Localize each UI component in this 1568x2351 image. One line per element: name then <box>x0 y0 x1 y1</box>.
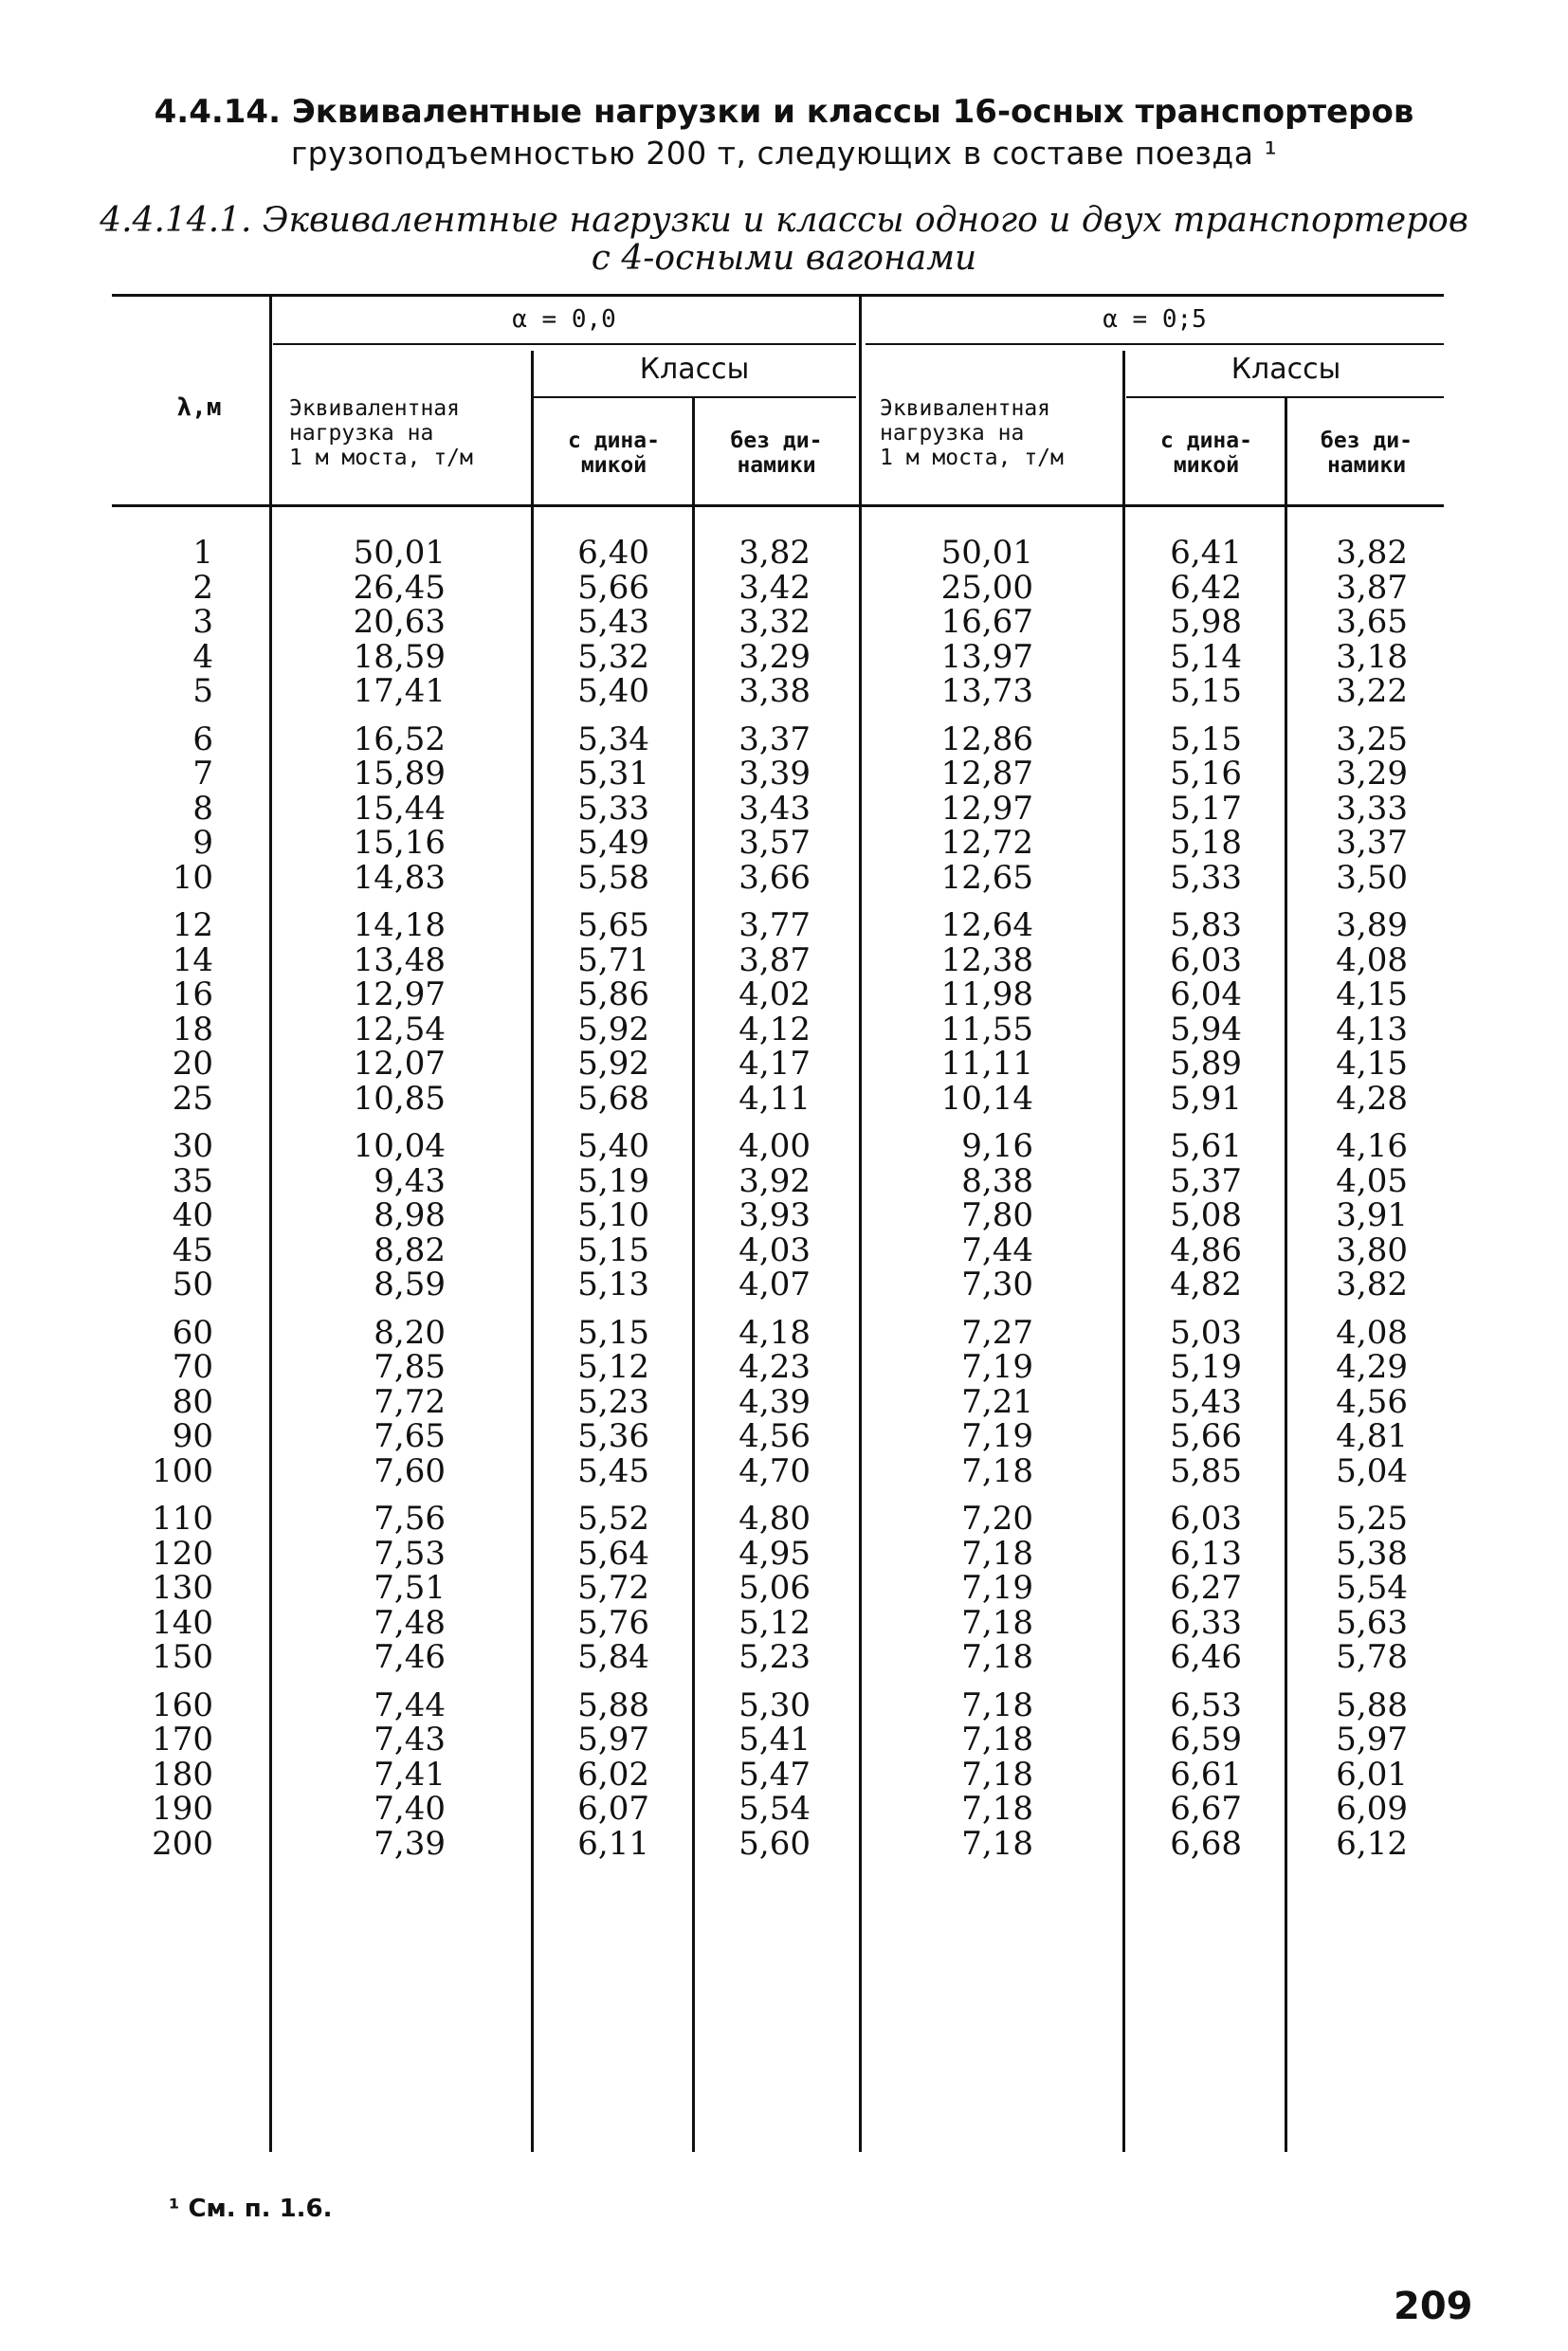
table-cell: 6,13 <box>1170 1534 1242 1573</box>
table-cell: 5,52 <box>577 1500 649 1538</box>
table-cell: 7,53 <box>374 1534 446 1573</box>
table-cell: 6,41 <box>1170 534 1242 572</box>
table-cell: 7,21 <box>961 1382 1033 1421</box>
table-cell: 5,08 <box>1170 1196 1242 1234</box>
table-cell: 7,44 <box>961 1230 1033 1269</box>
table-cell: 4,29 <box>1336 1348 1408 1386</box>
table-cell: 25,00 <box>940 568 1033 607</box>
table-cell: 4,15 <box>1336 975 1408 1013</box>
a0-without-dynamics-column <box>720 536 811 1861</box>
table-cell: 7,20 <box>961 1500 1033 1538</box>
table-cell: 5,66 <box>577 568 649 607</box>
table-cell: 3,87 <box>738 940 811 979</box>
table-cell: 6,67 <box>1170 1790 1242 1828</box>
table-cell: 6,46 <box>1170 1638 1242 1676</box>
table-cell: 25 <box>172 1079 213 1118</box>
table-cell: 5,47 <box>738 1755 811 1794</box>
table-cell: 5,33 <box>1170 858 1242 897</box>
table-cell: 15,16 <box>353 824 446 862</box>
table-cell: 3,38 <box>738 672 811 710</box>
table-cell: 12,64 <box>940 906 1033 944</box>
table-cell: 7,18 <box>961 1790 1033 1828</box>
table-cell: 6,02 <box>577 1755 649 1794</box>
a05-with-dynamics-column <box>1152 536 1242 1861</box>
table-cell: 4,12 <box>738 1010 811 1048</box>
table-cell: 5,41 <box>738 1721 811 1759</box>
table-cell: 5,54 <box>1336 1569 1408 1607</box>
table-cell: 5,10 <box>577 1196 649 1234</box>
table-cell: 5,83 <box>1170 906 1242 944</box>
table-cell: 7,19 <box>961 1417 1033 1455</box>
table-cell: 5,97 <box>1336 1721 1408 1759</box>
table-cell: 9,43 <box>374 1161 446 1200</box>
table-cell: 60 <box>172 1313 213 1352</box>
table-cell: 5,43 <box>577 603 649 641</box>
table-cell: 6,27 <box>1170 1569 1242 1607</box>
a0-with-dynamics-column <box>559 536 649 1861</box>
table-cell: 6,07 <box>577 1790 649 1828</box>
table-cell: 14 <box>172 940 213 979</box>
table-cell: 9 <box>192 824 213 862</box>
table-cell: 130 <box>152 1569 213 1607</box>
table-cell: 4,81 <box>1336 1417 1408 1455</box>
table-cell: 5,16 <box>1170 755 1242 793</box>
table-cell: 5,15 <box>1170 672 1242 710</box>
table-cell: 5,61 <box>1170 1127 1242 1165</box>
table-cell: 3 <box>192 603 213 641</box>
table-cell: 3,43 <box>738 789 811 828</box>
table-cell: 6 <box>192 720 213 758</box>
table-cell: 5,19 <box>577 1161 649 1200</box>
table-cell: 5,98 <box>1170 603 1242 641</box>
table-cell: 12,65 <box>940 858 1033 897</box>
table-cell: 5,30 <box>738 1686 811 1724</box>
a0-eq-load-column <box>313 536 446 1861</box>
table-cell: 12,87 <box>940 755 1033 793</box>
table-cell: 14,83 <box>353 858 446 897</box>
table-cell: 7,18 <box>961 1755 1033 1794</box>
table-cell: 5,03 <box>1170 1313 1242 1352</box>
table-cell: 100 <box>152 1451 213 1490</box>
table-cell: 4,28 <box>1336 1079 1408 1118</box>
table-cell: 11,11 <box>940 1045 1033 1083</box>
table-cell: 18,59 <box>353 637 446 676</box>
table-cell: 5,38 <box>1336 1534 1408 1573</box>
divider-alpha-groups <box>859 294 862 2152</box>
table-cell: 12,07 <box>353 1045 446 1083</box>
table-cell: 4,07 <box>738 1266 811 1303</box>
table-cell: 12,72 <box>940 824 1033 862</box>
table-cell: 6,04 <box>1170 975 1242 1013</box>
table-cell: 5,15 <box>1170 720 1242 758</box>
header-bottom-rule <box>112 504 1444 507</box>
table-cell: 6,59 <box>1170 1721 1242 1759</box>
table-cell: 3,80 <box>1336 1230 1408 1269</box>
table-cell: 6,11 <box>577 1824 649 1863</box>
section-title-continued: грузоподъемностью 200 т, следующих в составе поезда ¹ <box>290 135 1278 172</box>
table-cell: 6,03 <box>1170 940 1242 979</box>
table-cell: 4,23 <box>738 1348 811 1386</box>
table-cell: 3,87 <box>1336 568 1408 607</box>
table-cell: 5,12 <box>738 1603 811 1642</box>
table-cell: 7,48 <box>374 1603 446 1642</box>
table-cell: 120 <box>152 1534 213 1573</box>
table-cell: 5,92 <box>577 1045 649 1083</box>
table-cell: 11,98 <box>940 975 1033 1013</box>
table-cell: 5,23 <box>738 1638 811 1676</box>
table-cell: 5,71 <box>577 940 649 979</box>
table-cell: 5,04 <box>1336 1451 1408 1490</box>
alpha-underline-left <box>273 343 856 345</box>
table-cell: 6,61 <box>1170 1755 1242 1794</box>
table-cell: 3,65 <box>1336 603 1408 641</box>
table-cell: 5,49 <box>577 824 649 862</box>
table-cell: 7,60 <box>374 1451 446 1490</box>
table-cell: 5,43 <box>1170 1382 1242 1421</box>
table-cell: 13,73 <box>940 672 1033 710</box>
table-cell: 3,93 <box>738 1196 811 1234</box>
table-cell: 16,52 <box>353 720 446 758</box>
table-cell: 7 <box>192 755 213 793</box>
table-cell: 4,16 <box>1336 1127 1408 1165</box>
table-cell: 5,17 <box>1170 789 1242 828</box>
table-cell: 6,01 <box>1336 1755 1408 1794</box>
table-cell: 4,08 <box>1336 940 1408 979</box>
table-cell: 3,37 <box>1336 824 1408 862</box>
table-cell: 3,82 <box>1336 534 1408 572</box>
table-cell: 1 <box>192 534 213 572</box>
table-cell: 26,45 <box>353 568 446 607</box>
table-cell: 9,16 <box>961 1127 1033 1165</box>
table-cell: 12,86 <box>940 720 1033 758</box>
divider-a0-load <box>531 351 534 2152</box>
table-cell: 5,63 <box>1336 1603 1408 1642</box>
table-cell: 14,18 <box>353 906 446 944</box>
table-cell: 5,18 <box>1170 824 1242 862</box>
table-cell: 5,84 <box>577 1638 649 1676</box>
table-cell: 4,13 <box>1336 1010 1408 1048</box>
table-cell: 17,41 <box>353 672 446 710</box>
table-cell: 5,37 <box>1170 1161 1242 1200</box>
table-cell: 7,39 <box>374 1824 446 1863</box>
table-cell: 5,14 <box>1170 637 1242 676</box>
table-cell: 140 <box>152 1603 213 1642</box>
table-cell: 5,94 <box>1170 1010 1242 1048</box>
lambda-column <box>123 536 213 1861</box>
eq-load-header-a0: Эквивалентная нагрузка на 1 м моста, т/м <box>289 396 473 470</box>
table-cell: 7,18 <box>961 1534 1033 1573</box>
table-cell: 5,34 <box>577 720 649 758</box>
table-cell: 13,48 <box>353 940 446 979</box>
table-cell: 7,41 <box>374 1755 446 1794</box>
table-cell: 3,82 <box>738 534 811 572</box>
table-cell: 6,68 <box>1170 1824 1242 1863</box>
alpha-0-header: α = 0,0 <box>512 305 616 334</box>
table-cell: 5,45 <box>577 1451 649 1490</box>
table-caption: 4.4.14.1. Эквивалентные нагрузки и классы одного и двух транспортеров <box>100 201 1468 240</box>
table-cell: 15,44 <box>353 789 446 828</box>
with-dynamics-header-a0: с дина- микой <box>568 428 660 478</box>
table-cell: 6,03 <box>1170 1500 1242 1538</box>
table-cell: 6,12 <box>1336 1824 1408 1863</box>
table-cell: 4,02 <box>738 975 811 1013</box>
footnote: ¹ См. п. 1.6. <box>169 2195 333 2223</box>
table-cell: 3,91 <box>1336 1196 1408 1234</box>
table-caption-continued: с 4-осными вагонами <box>591 239 977 278</box>
table-cell: 7,18 <box>961 1824 1033 1863</box>
table-cell: 5,15 <box>577 1230 649 1269</box>
table-cell: 7,18 <box>961 1451 1033 1490</box>
table-cell: 160 <box>152 1686 213 1724</box>
table-cell: 200 <box>152 1824 213 1863</box>
without-dynamics-header-a0: без ди- намики <box>730 428 823 478</box>
table-cell: 3,22 <box>1336 672 1408 710</box>
table-cell: 7,18 <box>961 1638 1033 1676</box>
table-cell: 5,54 <box>738 1790 811 1828</box>
table-cell: 4,08 <box>1336 1313 1408 1352</box>
table-cell: 4,03 <box>738 1230 811 1269</box>
table-cell: 7,18 <box>961 1686 1033 1724</box>
table-cell: 4,95 <box>738 1534 811 1573</box>
table-cell: 5,12 <box>577 1348 649 1386</box>
with-dynamics-header-a05: с дина- микой <box>1160 428 1252 478</box>
table-cell: 7,72 <box>374 1382 446 1421</box>
table-cell: 4,05 <box>1336 1161 1408 1200</box>
table-cell: 3,39 <box>738 755 811 793</box>
table-cell: 5,68 <box>577 1079 649 1118</box>
table-cell: 35 <box>172 1161 213 1200</box>
divider-a0-classes <box>692 398 695 2152</box>
divider-a05-classes <box>1285 398 1287 2152</box>
table-cell: 7,40 <box>374 1790 446 1828</box>
table-cell: 6,33 <box>1170 1603 1242 1642</box>
table-cell: 150 <box>152 1638 213 1676</box>
table-cell: 6,42 <box>1170 568 1242 607</box>
a05-eq-load-column <box>901 536 1033 1861</box>
table-cell: 3,32 <box>738 603 811 641</box>
table-cell: 12,97 <box>940 789 1033 828</box>
table-cell: 8,98 <box>374 1196 446 1234</box>
table-cell: 45 <box>172 1230 213 1269</box>
table-cell: 7,19 <box>961 1569 1033 1607</box>
table-cell: 3,33 <box>1336 789 1408 828</box>
table-cell: 5,58 <box>577 858 649 897</box>
table-cell: 4,82 <box>1170 1266 1242 1303</box>
table-cell: 110 <box>152 1500 213 1538</box>
table-cell: 5,76 <box>577 1603 649 1642</box>
table-cell: 40 <box>172 1196 213 1234</box>
table-cell: 4,56 <box>1336 1382 1408 1421</box>
table-cell: 8 <box>192 789 213 828</box>
lambda-header: λ,м <box>176 393 222 422</box>
table-cell: 3,29 <box>738 637 811 676</box>
page-number: 209 <box>1394 2285 1473 2328</box>
table-cell: 3,92 <box>738 1161 811 1200</box>
table-cell: 5,85 <box>1170 1451 1242 1490</box>
table-cell: 5,33 <box>577 789 649 828</box>
table-cell: 4,70 <box>738 1451 811 1490</box>
table-cell: 5,86 <box>577 975 649 1013</box>
table-cell: 80 <box>172 1382 213 1421</box>
table-cell: 12,97 <box>353 975 446 1013</box>
table-cell: 7,27 <box>961 1313 1033 1352</box>
table-cell: 4,00 <box>738 1127 811 1165</box>
table-cell: 4,86 <box>1170 1230 1242 1269</box>
table-cell: 3,89 <box>1336 906 1408 944</box>
table-cell: 5,19 <box>1170 1348 1242 1386</box>
table-cell: 7,85 <box>374 1348 446 1386</box>
table-cell: 5,97 <box>577 1721 649 1759</box>
table-cell: 50,01 <box>353 534 446 572</box>
table-cell: 5,40 <box>577 672 649 710</box>
table-cell: 5,25 <box>1336 1500 1408 1538</box>
table-cell: 10,14 <box>940 1079 1033 1118</box>
table-cell: 50,01 <box>940 534 1033 572</box>
table-cell: 5,88 <box>1336 1686 1408 1724</box>
without-dynamics-header-a05: без ди- намики <box>1321 428 1413 478</box>
table-cell: 3,66 <box>738 858 811 897</box>
table-cell: 3,37 <box>738 720 811 758</box>
table-cell: 70 <box>172 1348 213 1386</box>
table-cell: 7,56 <box>374 1500 446 1538</box>
table-cell: 4,17 <box>738 1045 811 1083</box>
table-cell: 5 <box>192 672 213 710</box>
table-cell: 7,43 <box>374 1721 446 1759</box>
table-cell: 4,11 <box>738 1079 811 1118</box>
table-cell: 7,30 <box>961 1266 1033 1303</box>
table-cell: 3,42 <box>738 568 811 607</box>
table-cell: 15,89 <box>353 755 446 793</box>
table-cell: 3,50 <box>1336 858 1408 897</box>
divider-lambda <box>269 294 272 2152</box>
a05-without-dynamics-column <box>1318 536 1408 1861</box>
table-cell: 8,82 <box>374 1230 446 1269</box>
table-cell: 90 <box>172 1417 213 1455</box>
table-cell: 3,57 <box>738 824 811 862</box>
eq-load-header-a05: Эквивалентная нагрузка на 1 м моста, т/м <box>880 396 1064 470</box>
table-cell: 4,80 <box>738 1500 811 1538</box>
section-title: 4.4.14. Эквивалентные нагрузки и классы 16-осных транспортеров <box>154 93 1414 131</box>
table-cell: 16,67 <box>940 603 1033 641</box>
table-cell: 4 <box>192 637 213 676</box>
table-cell: 3,82 <box>1336 1266 1408 1303</box>
table-cell: 5,89 <box>1170 1045 1242 1083</box>
table-cell: 5,65 <box>577 906 649 944</box>
table-cell: 8,59 <box>374 1266 446 1303</box>
table-cell: 10 <box>172 858 213 897</box>
table-cell: 180 <box>152 1755 213 1794</box>
table-cell: 4,39 <box>738 1382 811 1421</box>
alpha-underline-right <box>866 343 1444 345</box>
table-cell: 6,40 <box>577 534 649 572</box>
table-cell: 7,18 <box>961 1603 1033 1642</box>
table-cell: 10,85 <box>353 1079 446 1118</box>
table-cell: 7,80 <box>961 1196 1033 1234</box>
table-cell: 3,25 <box>1336 720 1408 758</box>
table-cell: 5,64 <box>577 1534 649 1573</box>
table-cell: 11,55 <box>940 1010 1033 1048</box>
table-cell: 5,72 <box>577 1569 649 1607</box>
table-cell: 3,18 <box>1336 637 1408 676</box>
table-cell: 7,18 <box>961 1721 1033 1759</box>
table-cell: 7,51 <box>374 1569 446 1607</box>
table-cell: 5,91 <box>1170 1079 1242 1118</box>
table-cell: 5,06 <box>738 1569 811 1607</box>
table-cell: 8,38 <box>961 1161 1033 1200</box>
table-cell: 8,20 <box>374 1313 446 1352</box>
table-cell: 20 <box>172 1045 213 1083</box>
table-cell: 50 <box>172 1266 213 1303</box>
classes-header-a0: Классы <box>639 353 750 386</box>
table-cell: 16 <box>172 975 213 1013</box>
table-cell: 5,78 <box>1336 1638 1408 1676</box>
table-cell: 5,60 <box>738 1824 811 1863</box>
table-cell: 4,18 <box>738 1313 811 1352</box>
table-cell: 4,56 <box>738 1417 811 1455</box>
classes-underline-left <box>534 396 856 398</box>
table-cell: 3,77 <box>738 906 811 944</box>
table-top-rule <box>112 294 1444 297</box>
classes-header-a05: Классы <box>1231 353 1341 386</box>
table-cell: 12,38 <box>940 940 1033 979</box>
table-cell: 5,88 <box>577 1686 649 1724</box>
table-cell: 10,04 <box>353 1127 446 1165</box>
table-cell: 5,36 <box>577 1417 649 1455</box>
table-cell: 4,15 <box>1336 1045 1408 1083</box>
alpha-05-header: α = 0;5 <box>1103 305 1207 334</box>
table-cell: 7,46 <box>374 1638 446 1676</box>
table-cell: 7,44 <box>374 1686 446 1724</box>
table-cell: 5,66 <box>1170 1417 1242 1455</box>
table-cell: 190 <box>152 1790 213 1828</box>
table-cell: 12,54 <box>353 1010 446 1048</box>
divider-a05-load <box>1122 351 1125 2152</box>
table-cell: 5,31 <box>577 755 649 793</box>
table-cell: 2 <box>192 568 213 607</box>
table-cell: 12 <box>172 906 213 944</box>
table-cell: 6,09 <box>1336 1790 1408 1828</box>
table-cell: 5,32 <box>577 637 649 676</box>
table-cell: 18 <box>172 1010 213 1048</box>
table-cell: 6,53 <box>1170 1686 1242 1724</box>
table-cell: 170 <box>152 1721 213 1759</box>
table-cell: 7,19 <box>961 1348 1033 1386</box>
table-cell: 5,15 <box>577 1313 649 1352</box>
table-cell: 20,63 <box>353 603 446 641</box>
table-cell: 7,65 <box>374 1417 446 1455</box>
table-cell: 5,13 <box>577 1266 649 1303</box>
table-cell: 5,23 <box>577 1382 649 1421</box>
table-cell: 3,29 <box>1336 755 1408 793</box>
table-cell: 5,40 <box>577 1127 649 1165</box>
table-cell: 13,97 <box>940 637 1033 676</box>
table-cell: 5,92 <box>577 1010 649 1048</box>
table-cell: 30 <box>172 1127 213 1165</box>
